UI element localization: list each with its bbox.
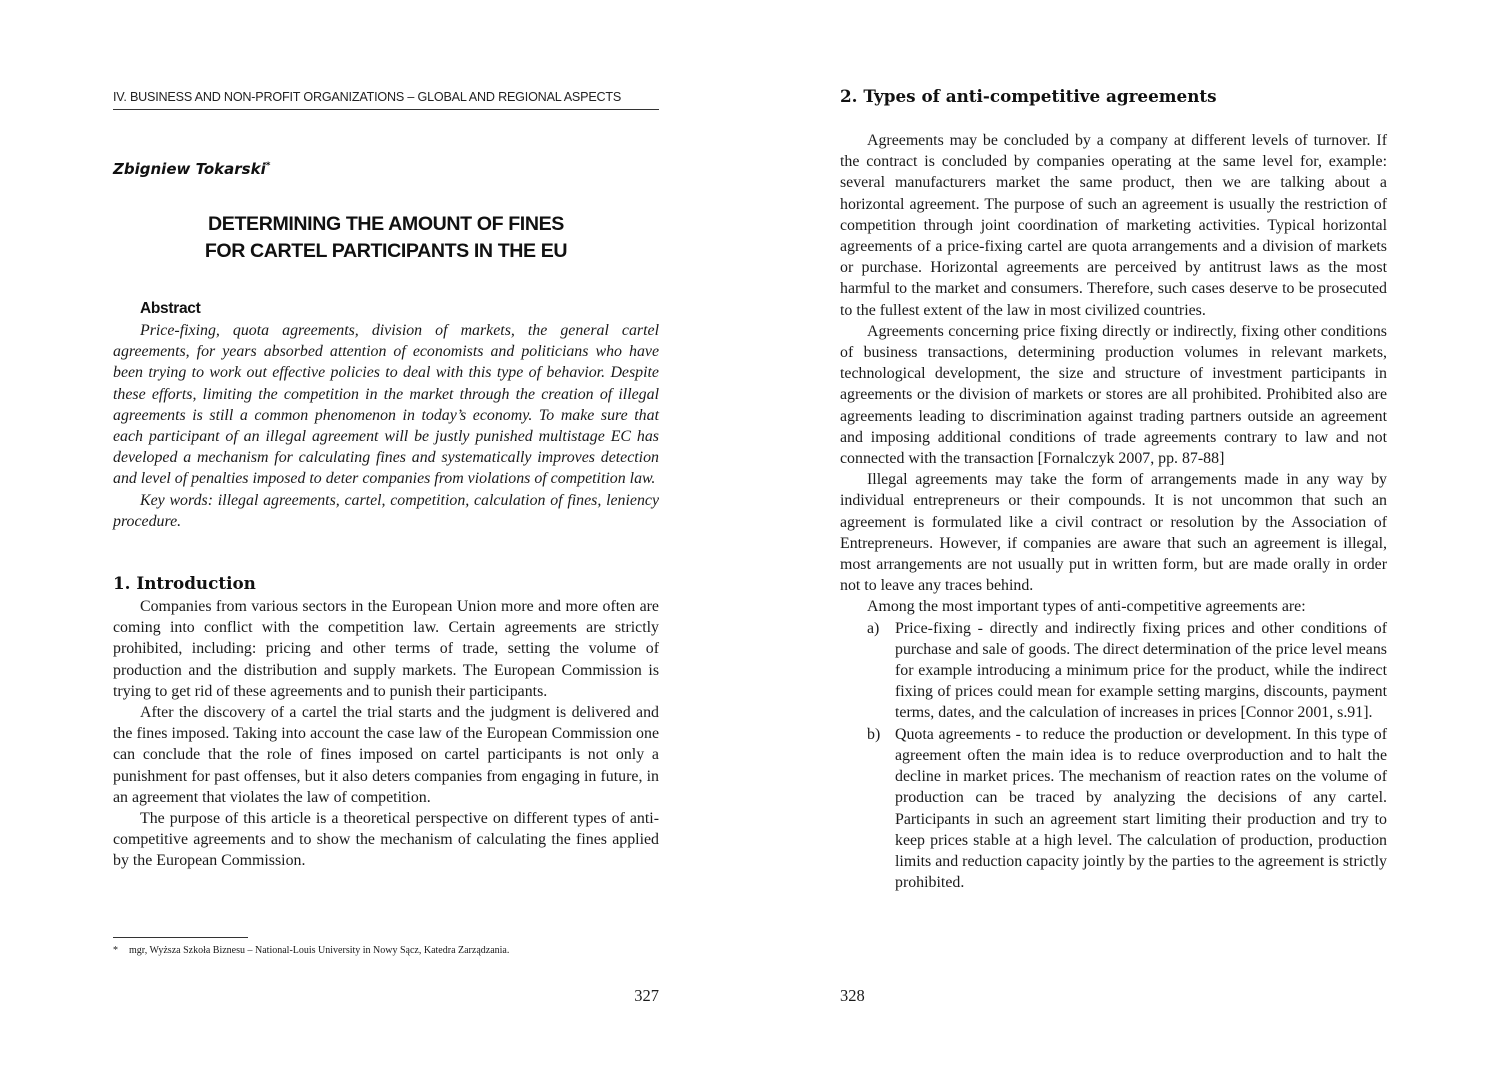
paragraph: The purpose of this article is a theoretical perspective on different types of anti-competitive agreements and to show the mechanism of calculating the fines applied by the European Commission. bbox=[113, 810, 659, 870]
paragraph: Illegal agreements may take the form of arrangements made in any way by individual entrepreneurs or their compounds. It is not uncommon that such an agreement is formulated like a civil contract or resolution by the Association of Entrepreneurs. However, if companies are aware that such an agreement is illegal, most arrangements are not usually put in written form, but are made orally in order not to leave any traces behind. bbox=[840, 471, 1387, 595]
abstract-text: Price-fixing, quota agreements, division of markets, the general cartel agreements, for years absorbed attention of economists and politicians who have been trying to work out effective policies to deal with this type of behavior. Despite these efforts, limiting the competition in the market through the creation of illegal agreements is still a common phenomenon in today’s economy. To make sure that each participant of an illegal agreement will be justly punished multistage EC has developed a mechanism for calculating fines and systematically improves detection and level of penalties imposed to deter companies from violations of competition law. bbox=[113, 322, 659, 488]
paragraph: After the discovery of a cartel the trial starts and the judgment is delivered and the fines imposed. Taking into account the case law of the European Commission one can conclude that the role of fines imposed on cartel participants is not only a punishment for past offenses, but it also deters companies from engaging in future, in an agreement that violates the law of competition. bbox=[113, 704, 659, 806]
list-item-letter: a) bbox=[867, 619, 880, 637]
section-heading-types: 2. Types of anti-competitive agreements bbox=[840, 86, 1217, 106]
page-number: 328 bbox=[840, 986, 865, 1005]
left-page bbox=[113, 0, 659, 1068]
paragraph: Agreements concerning price fixing directly or indirectly, fixing other conditions of business transactions, determining production volumes in relevant markets, technological development, the size and structure of investment participants in agreements or the division of markets or stores are all prohibited. Prohibited also are agreements leading to discrimination against trading partners outside an agreement and imposing additional conditions of trade agreements contrary to law and not connected with the transaction [Fornalczyk 2007, pp. 87-88] bbox=[840, 322, 1387, 468]
section-heading-introduction: 1. Introduction bbox=[113, 573, 256, 593]
author-name bbox=[113, 160, 270, 178]
running-head: IV. BUSINESS AND NON-PROFIT ORGANIZATIONS – GLOBAL AND REGIONAL ASPECTS bbox=[113, 90, 659, 110]
agreement-types-list bbox=[840, 618, 1387, 894]
footnote-mark: * bbox=[113, 945, 118, 956]
paragraph: Companies from various sectors in the European Union more and more often are coming into conflict with the competition law. Certain agreements are strictly prohibited, including: pricing and other terms of trade, setting the volume of production and the distribution and supply markets. The European Commission is trying to get rid of these agreements and to punish their participants. bbox=[113, 598, 659, 700]
list-item bbox=[840, 618, 1387, 724]
list-item-text: Price-fixing - directly and indirectly fixing prices and other conditions of purchase and sale of goods. The direct determination of the price level means for example introducing a minimum price for the product, while the indirect fixing of prices could mean for example setting margins, discounts, payment terms, dates, and the calculation of increases in prices [Connor 2001, s.91]. bbox=[895, 619, 1387, 722]
title-line-1: DETERMINING THE AMOUNT OF FINES bbox=[208, 213, 564, 235]
list-item-text: Quota agreements - to reduce the production or development. In this type of agreement often the main idea is to reduce overproduction and to halt the decline in market prices. The mechanism of reaction rates on the volume of production can be traced by analyzing the decisions of any cartel. Participants in such an agreement start limiting their production and try to keep prices stable at a high level. The calculation of production, production limits and reduction capacity jointly by the parties to the agreement is strictly prohibited. bbox=[895, 725, 1387, 892]
page-number: 327 bbox=[634, 986, 659, 1005]
abstract bbox=[113, 320, 659, 532]
right-page bbox=[840, 0, 1387, 1068]
paragraph: Agreements may be concluded by a company at different levels of turnover. If the contract is concluded by companies operating at the same level for, example: several manufacturers market the same product, then we are talking about a horizontal agreement. The purpose of such an agreement is usually the restriction of competition through joint coordination of marketing activities. Typical horizontal agreements of a price-fixing cartel are quota arrangements and a division of markets or purchase. Horizontal agreements are perceived by antitrust laws as the most harmful to the market and consumers. Therefore, such cases deserve to be prosecuted to the fullest extent of the law in most civilized countries. bbox=[840, 132, 1387, 319]
paragraph: Among the most important types of anti-competitive agreements are: bbox=[867, 598, 1306, 616]
introduction-body bbox=[113, 596, 659, 872]
author-name-text: Zbigniew Tokarski bbox=[113, 160, 266, 178]
abstract-heading: Abstract bbox=[140, 300, 201, 317]
list-item-letter: b) bbox=[867, 725, 881, 743]
author-footnote-mark: * bbox=[265, 161, 271, 171]
article-title bbox=[113, 211, 659, 265]
footnote bbox=[113, 944, 659, 958]
types-body bbox=[840, 130, 1387, 893]
footnote-text: mgr, Wyższa Szkoła Biznesu – National-Louis University in Nowy Sącz, Katedra Zarządzania. bbox=[129, 945, 510, 956]
keywords: Key words: illegal agreements, cartel, competition, calculation of fines, leniency procedure. bbox=[113, 491, 659, 530]
footnote-divider bbox=[113, 937, 248, 938]
title-line-2: FOR CARTEL PARTICIPANTS IN THE EU bbox=[204, 240, 568, 262]
list-item bbox=[840, 724, 1387, 894]
